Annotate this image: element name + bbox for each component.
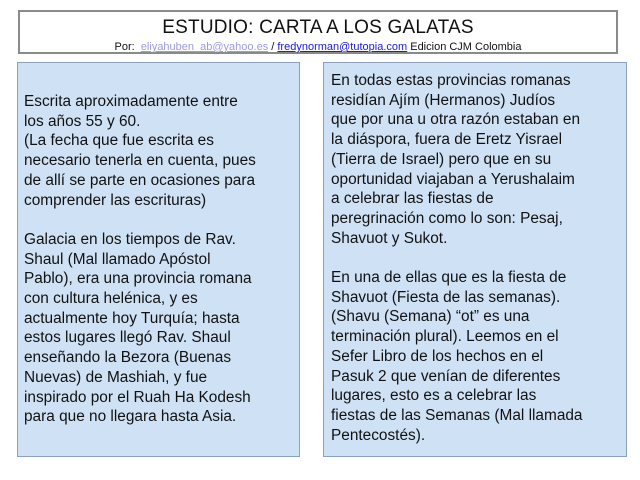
email-separator: / — [268, 41, 278, 53]
left-text-panel — [17, 62, 300, 457]
title-banner — [18, 10, 618, 54]
author-email-link-1[interactable]: eliyahuben_ab@yahoo.es — [140, 41, 269, 53]
paragraph-galacia: Galacia en los tiempos de Rav. Shaul (Mal llamado Apóstol Pablo), era una provincia romana con cultura helénica, y es actualmente hoy Turquía; hasta estos lugares llegó Rav. Shaul enseñando la Bezora (Buenas Nuevas) de Mashiah, y fue inspirado por el Ruah Ha Kodesh para que no llegara hasta Asia. — [24, 230, 252, 426]
author-email-link-2[interactable]: fredynorman@tutopia.com — [277, 41, 408, 53]
page-title: ESTUDIO: CARTA A LOS GALATAS — [162, 17, 474, 38]
author-label: Por: — [114, 41, 135, 53]
edition-label: Edicion CJM Colombia — [407, 41, 522, 53]
paragraph-date: Escrita aproximadamente entre los años 55 y 60. (La fecha que fue escrita es necesario tenerla en cuenta, pues de allí se parte en ocasiones para comprender las escrituras) — [24, 93, 256, 209]
right-text-panel — [323, 62, 627, 457]
paragraph-shavuot: En una de ellas que es la fiesta de Shavuot (Fiesta de las semanas). (Shavu (Semana) “ot” es una terminación plural). Leemos en el Sefer Libro de los hechos en el Pasuk 2 que venían de diferentes lugares, esto es a celebrar las fiestas de las Semanas (Mal llamada Pentecostés). — [331, 269, 583, 444]
author-byline — [20, 41, 616, 54]
paragraph-provinces: En todas estas provincias romanas residían Ajím (Hermanos) Judíos que por una u otra razón estaban en la diáspora, fuera de Eretz Yisrael (Tierra de Israel) pero que en su oportunidad viajaban a Yerushalaim a celebrar las fiestas de peregrinación como lo son: Pesaj, Shavuot y Sukot. — [331, 72, 581, 247]
